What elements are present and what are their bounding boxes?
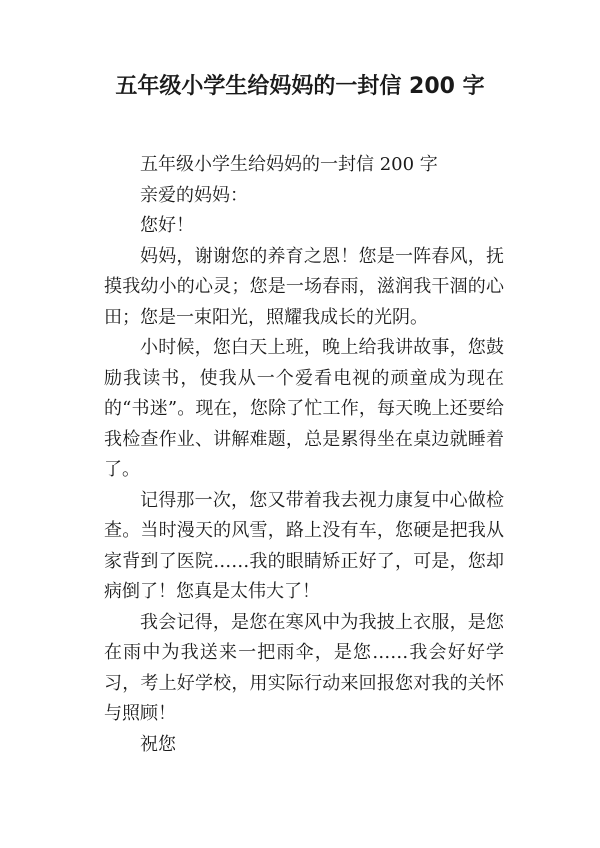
document-body: [104, 150, 504, 760]
letter-paragraph: 记得那一次，您又带着我去视力康复中心做检查。当时漫天的风雪，路上没有车，您硬是把我从家背到了医院……我的眼睛矫正好了，可是，您却病倒了！您真是太伟大了！: [104, 489, 504, 602]
letter-closing: 祝您: [140, 733, 176, 755]
letter-paragraph: 小时候，您白天上班，晚上给我讲故事，您鼓励我读书，使我从一个爱看电视的顽童成为现在的“书迷”。现在，您除了忙工作，每天晚上还要给我检查作业、讲解难题，总是累得坐在桌边就睡着了。: [104, 337, 504, 480]
letter-subtitle: 五年级小学生给妈妈的一封信 200 字: [140, 154, 438, 175]
letter-hello: 您好！: [140, 215, 194, 236]
letter-paragraph: 妈妈，谢谢您的养育之恩！您是一阵春风，抚摸我幼小的心灵；您是一场春雨，滋润我干涸的心田；您是一束阳光，照耀我成长的光阴。: [104, 245, 504, 328]
document-title: 五年级小学生给妈妈的一封信 200 字: [115, 74, 485, 99]
letter-greeting: 亲爱的妈妈：: [140, 184, 248, 206]
letter-paragraph: 我会记得，是您在寒风中为我披上衣服，是您在雨中为我送来一把雨伞，是您……我会好好学习，考上好学校，用实际行动来回报您对我的关怀与照顾！: [104, 611, 504, 724]
